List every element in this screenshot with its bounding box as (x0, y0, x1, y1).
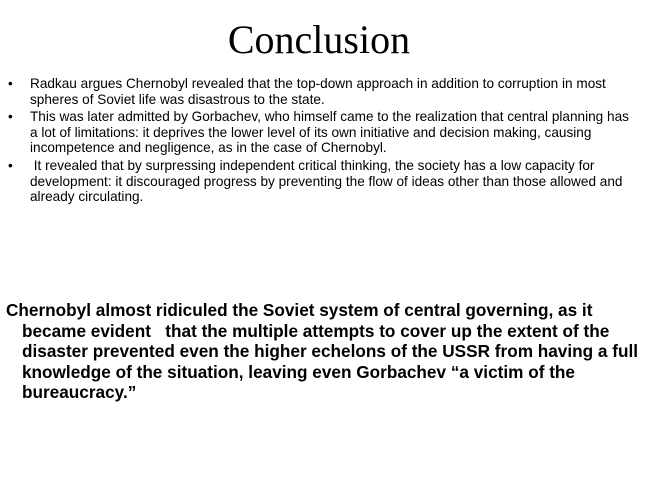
bullet-marker: • (8, 157, 13, 173)
bullet-item (8, 76, 632, 107)
bullet-item (8, 158, 632, 205)
bullet-text: Radkau argues Chernobyl revealed that the top-down approach in addition to corruption in most spheres of Soviet life was disastrous to the state. (30, 76, 606, 107)
bullet-text: It revealed that by surpressing independent critical thinking, the society has a low capacity for development: it discouraged progress by preventing the flow of ideas other than those allowed and already circulating. (30, 157, 627, 205)
bullet-list (8, 76, 632, 207)
bullet-item (8, 109, 632, 156)
conclusion-paragraph: Chernobyl almost ridiculed the Soviet system of central governing, as it became evident that the multiple attempts to cover up the extent of the disaster prevented even the higher echelons of the USSR from having a full knowledge of the situation, leaving even Gorbachev “a victim of the bureaucracy.” (6, 300, 643, 403)
bullet-marker: • (8, 109, 13, 125)
bullet-marker: • (8, 76, 13, 91)
slide-title: Conclusion (227, 17, 411, 62)
bullet-text: This was later admitted by Gorbachev, who himself came to the realization that central planning has a lot of limitations: it deprives the lower level of its own initiative and decision making, causing incompetence and negligence, as in the case of Chernobyl. (30, 109, 629, 156)
